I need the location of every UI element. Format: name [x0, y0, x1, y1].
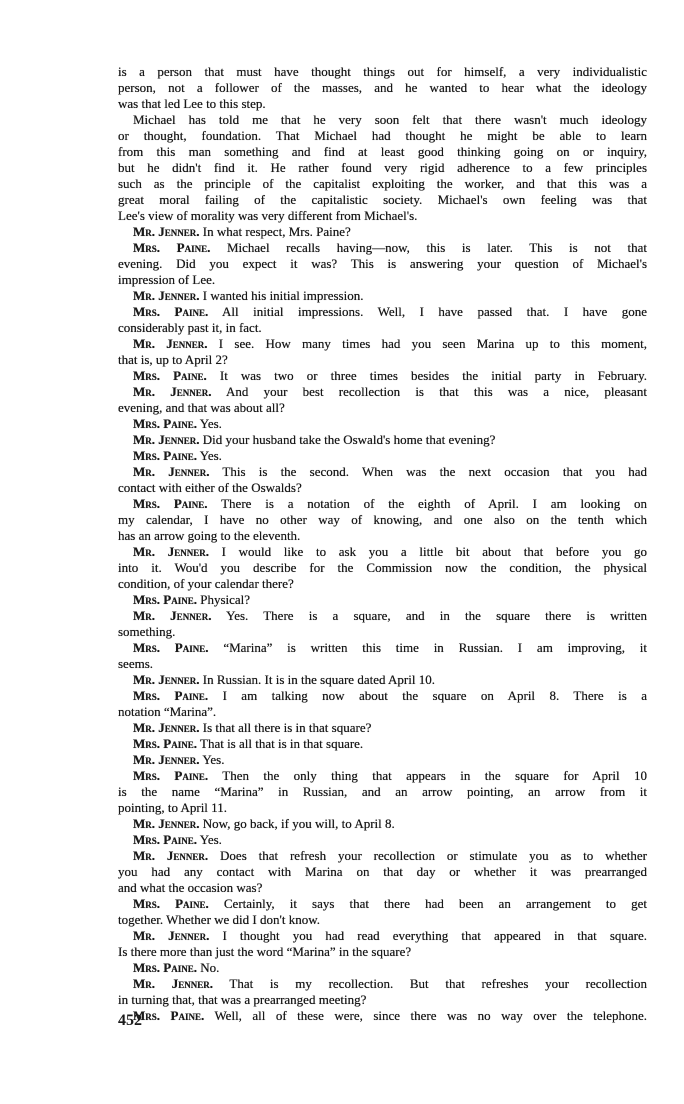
transcript-paragraph [118, 384, 647, 416]
speaker-name: Mrs. Paine. [133, 592, 197, 607]
text-line [118, 416, 647, 432]
text-line [118, 800, 647, 816]
line-text: I see. How many times had you seen Marina up to this moment, [218, 336, 647, 351]
text-line [118, 256, 647, 272]
text-line [118, 864, 647, 880]
speaker-name: Mrs. Paine. [133, 416, 197, 431]
text-line [118, 176, 647, 192]
line-text: person, not a follower of the masses, and he wanted to hear what the ideology [118, 80, 647, 95]
text-line [118, 192, 647, 208]
line-text: I wanted his initial impression. [202, 288, 364, 303]
speaker-name: Mr. Jenner. [133, 672, 200, 687]
speaker-name: Mr. Jenner. [133, 752, 200, 767]
transcript-paragraph [118, 288, 647, 304]
text-line [118, 448, 647, 464]
text-line [118, 592, 647, 608]
transcript-paragraph [118, 608, 647, 640]
line-text: evening, and that was about all? [118, 400, 285, 415]
line-text: my calendar, I have no other way of knowing, and one also on the tenth which [118, 512, 647, 527]
text-line [118, 128, 647, 144]
text-line [118, 352, 647, 368]
text-line [118, 544, 647, 560]
page-number: 452 [118, 1012, 142, 1029]
speaker-name: Mrs. Paine. [133, 496, 208, 511]
line-text: And your best recollection is that this was a nice, pleasant [225, 384, 647, 399]
speaker-name: Mrs. Paine. [133, 304, 209, 319]
transcript-paragraph [118, 736, 647, 752]
transcript-paragraph [118, 464, 647, 496]
transcript-paragraph [118, 496, 647, 544]
text-line [118, 896, 647, 912]
text-line [118, 112, 647, 128]
line-text: Now, go back, if you will, to April 8. [202, 816, 395, 831]
speaker-name: Mrs. Paine. [133, 736, 197, 751]
text-line [118, 1008, 647, 1024]
transcript-paragraph [118, 976, 647, 1008]
text-line [118, 304, 647, 320]
transcript-paragraph [118, 672, 647, 688]
transcript-paragraph [118, 416, 647, 432]
transcript-paragraph [118, 816, 647, 832]
transcript-paragraph [118, 432, 647, 448]
line-text: Yes. [199, 448, 222, 463]
text-line [118, 960, 647, 976]
speaker-name: Mr. Jenner. [133, 928, 210, 943]
line-text: Michael recalls having—now, this is later. This is not that [226, 240, 647, 255]
line-text: has an arrow going to the eleventh. [118, 528, 301, 543]
line-text: considerably past it, in fact. [118, 320, 262, 335]
text-line [118, 912, 647, 928]
transcript-paragraph [118, 832, 647, 848]
line-text: and what the occasion was? [118, 880, 263, 895]
line-text: Michael has told me that he very soon felt that there wasn't much ideology [133, 112, 647, 127]
text-line [118, 768, 647, 784]
text-line [118, 384, 647, 400]
text-line [118, 160, 647, 176]
line-text: or thought, foundation. That Michael had thought he might be able to learn [118, 128, 647, 143]
line-text: condition, of your calendar there? [118, 576, 294, 591]
line-text: That is my recollection. But that refreshes your recollection [229, 976, 647, 991]
speaker-name: Mr. Jenner. [133, 544, 209, 559]
text-line [118, 656, 647, 672]
line-text: pointing, to April 11. [118, 800, 227, 815]
speaker-name: Mrs. Paine. [133, 960, 197, 975]
line-text: you had any contact with Marina on that day or whether it was prearranged [118, 864, 647, 879]
transcript-paragraph [118, 304, 647, 336]
text-line [118, 560, 647, 576]
text-line [118, 320, 647, 336]
text-line [118, 624, 647, 640]
transcript-paragraph [118, 112, 647, 224]
line-text: into it. Wou'd you describe for the Commission now the condition, the physical [118, 560, 647, 575]
transcript-paragraph [118, 64, 647, 112]
line-text: impression of Lee. [118, 272, 216, 287]
text-line [118, 96, 647, 112]
transcript-paragraph [118, 896, 647, 928]
text-line [118, 288, 647, 304]
transcript-paragraph [118, 592, 647, 608]
speaker-name: Mr. Jenner. [133, 848, 209, 863]
speaker-name: Mrs. Paine. [133, 448, 197, 463]
line-text: in turning that, that was a prearranged meeting? [118, 992, 367, 1007]
speaker-name: Mr. Jenner. [133, 464, 210, 479]
text-line [118, 608, 647, 624]
transcript-paragraph [118, 240, 647, 288]
transcript-paragraph [118, 960, 647, 976]
line-text: This is the second. When was the next occasion that you had [222, 464, 648, 479]
line-text: Well, all of these were, since there was no way over the telephone. [214, 1008, 647, 1023]
line-text: That is all that is in that square. [200, 736, 364, 751]
speaker-name: Mrs. Paine. [133, 832, 197, 847]
text-line [118, 848, 647, 864]
line-text: In Russian. It is in the square dated April 10. [202, 672, 435, 687]
line-text: All initial impressions. Well, I have passed that. I have gone [222, 304, 647, 319]
speaker-name: Mr. Jenner. [133, 224, 200, 239]
speaker-name: Mr. Jenner. [133, 384, 212, 399]
transcript-paragraph [118, 336, 647, 368]
text-line [118, 144, 647, 160]
line-text: Is that all there is in that square? [202, 720, 372, 735]
line-text: from this man something and find at least good thinking going on or inquiry, [118, 144, 647, 159]
line-text: “Marina” is written this time in Russian. I am improving, it [223, 640, 648, 655]
text-line [118, 368, 647, 384]
text-line [118, 64, 647, 80]
speaker-name: Mrs. Paine. [133, 896, 209, 911]
line-text: seems. [118, 656, 154, 671]
text-line [118, 784, 647, 800]
transcript-paragraph [118, 544, 647, 592]
line-text: Lee's view of morality was very different from Michael's. [118, 208, 418, 223]
line-text: something. [118, 624, 176, 639]
text-line [118, 816, 647, 832]
line-text: together. Whether we did I don't know. [118, 912, 320, 927]
line-text: is the name “Marina” in Russian, and an arrow pointing, an arrow from it [118, 784, 647, 799]
text-line [118, 736, 647, 752]
line-text: such as the principle of the capitalist exploiting the worker, and that this was a [118, 176, 647, 191]
text-line [118, 752, 647, 768]
transcript-paragraph [118, 640, 647, 672]
line-text: There is a notation of the eighth of April. I am looking on [221, 496, 647, 511]
speaker-name: Mrs. Paine. [133, 368, 207, 383]
text-line [118, 224, 647, 240]
speaker-name: Mrs. Paine. [133, 640, 209, 655]
line-text: I would like to ask you a little bit about that before you go [221, 544, 647, 559]
text-line [118, 464, 647, 480]
speaker-name: Mr. Jenner. [133, 976, 213, 991]
text-line [118, 512, 647, 528]
transcript-body [118, 64, 647, 1024]
line-text: It was two or three times besides the initial party in February. [219, 368, 647, 383]
speaker-name: Mr. Jenner. [133, 720, 200, 735]
line-text: Yes. [199, 832, 222, 847]
text-line [118, 400, 647, 416]
text-line [118, 976, 647, 992]
line-text: contact with either of the Oswalds? [118, 480, 302, 495]
speaker-name: Mrs. Paine. [133, 1008, 205, 1023]
text-line [118, 432, 647, 448]
line-text: In what respect, Mrs. Paine? [202, 224, 351, 239]
line-text: Is there more than just the word “Marina” in the square? [118, 944, 412, 959]
text-line [118, 832, 647, 848]
text-line [118, 336, 647, 352]
line-text: evening. Did you expect it was? This is answering your question of Michael's [118, 256, 647, 271]
line-text: Then the only thing that appears in the square for April 10 [222, 768, 647, 783]
transcript-paragraph [118, 368, 647, 384]
line-text: Does that refresh your recollection or stimulate you as to whether [220, 848, 648, 863]
transcript-paragraph [118, 928, 647, 960]
line-text: notation “Marina”. [118, 704, 217, 719]
speaker-name: Mrs. Paine. [133, 688, 209, 703]
transcript-paragraph [118, 752, 647, 768]
text-line [118, 496, 647, 512]
transcript-paragraph [118, 448, 647, 464]
line-text: Certainly, it says that there had been an arrangement to get [223, 896, 647, 911]
line-text: Yes. [199, 416, 222, 431]
line-text: is a person that must have thought things out for himself, a very individualistic [118, 64, 647, 79]
text-line [118, 688, 647, 704]
text-line [118, 576, 647, 592]
transcript-paragraph [118, 768, 647, 816]
line-text: Yes. There is a square, and in the square there is written [226, 608, 647, 623]
line-text: I thought you had read everything that appeared in that square. [222, 928, 647, 943]
speaker-name: Mr. Jenner. [133, 288, 200, 303]
text-line [118, 704, 647, 720]
line-text: Physical? [200, 592, 251, 607]
speaker-name: Mrs. Paine. [133, 240, 211, 255]
text-line [118, 720, 647, 736]
text-line [118, 80, 647, 96]
line-text: but he didn't find it. He rather found very rigid adherence to a few principles [118, 160, 647, 175]
transcript-paragraph [118, 848, 647, 896]
transcript-paragraph [118, 688, 647, 720]
text-line [118, 880, 647, 896]
text-line [118, 272, 647, 288]
speaker-name: Mrs. Paine. [133, 768, 209, 783]
line-text: was that led Lee to this step. [118, 96, 266, 111]
text-line [118, 528, 647, 544]
line-text: I am talking now about the square on April 8. There is a [222, 688, 647, 703]
text-line [118, 240, 647, 256]
line-text: that is, up to April 2? [118, 352, 228, 367]
text-line [118, 480, 647, 496]
line-text: Yes. [202, 752, 225, 767]
line-text: great moral failing of the capitalistic society. Michael's own feeling was that [118, 192, 647, 207]
text-line [118, 208, 647, 224]
text-line [118, 640, 647, 656]
transcript-paragraph [118, 720, 647, 736]
text-line [118, 992, 647, 1008]
line-text: Did your husband take the Oswald's home that evening? [202, 432, 496, 447]
speaker-name: Mr. Jenner. [133, 816, 200, 831]
line-text: No. [200, 960, 220, 975]
speaker-name: Mr. Jenner. [133, 608, 212, 623]
text-line [118, 944, 647, 960]
transcript-paragraph [118, 224, 647, 240]
transcript-paragraph [118, 1008, 647, 1024]
text-line [118, 672, 647, 688]
speaker-name: Mr. Jenner. [133, 336, 208, 351]
speaker-name: Mr. Jenner. [133, 432, 200, 447]
text-line [118, 928, 647, 944]
